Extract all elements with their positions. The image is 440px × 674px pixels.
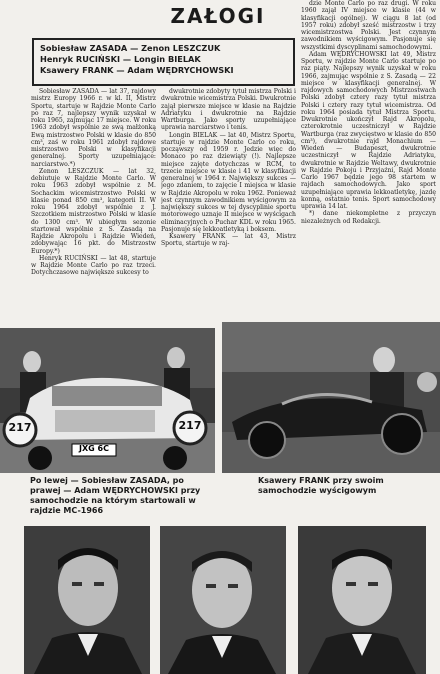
text-column-2: [161, 88, 296, 326]
rally-number-right: 217: [178, 419, 202, 432]
crew-line: Ksawery FRANK — Adam WĘDRYCHOWSKI: [40, 65, 234, 75]
bio-leszczuk: Zenon LESZCZUK — lat 32, debiutuje w Rajdzie Monte Carlo. W roku 1963 zdobył wspólnie z M. Sochackim wicemistrzostwo Polski w klasie ponad 850 cm³, kategorii II. W roku 1964 zdobył wspólnie z J. Szczotkiem mistrzostwo Polski w klasie do 1300 cm³. W ubiegłym sezonie startował wspólnie z S. Zasadą na Rajdzie Akropolu i Rajdzie Wiedeń, zdobywając 16 pkt. do Mistrzostw Europy.*): [31, 167, 156, 255]
bio-rucinski-start: Henryk RUCIŃSKI — lat 48, startuje w Rajdzie Monte Carlo po raz trzeci. Dotychczasowe największe sukcesy to: [31, 254, 156, 277]
text-column-3: [301, 0, 436, 326]
photo-racing-car: [222, 322, 440, 473]
bio-frank-start: Ksawery FRANK — lat 43, Mistrz Sportu, startuje w raj-: [161, 233, 296, 248]
portrait-2: [160, 526, 286, 674]
license-plate: JXG 6C: [79, 444, 109, 453]
bio-bielak: Longin BIELAK — lat 40, Mistrz Sportu, startuje w rajdzie Monte Carlo co roku, począwszy od 1959 r. Jedzie więc do Monaco po raz dziewiąty (!). Najlepsze miejsce zajęte dotychczas w RCM, to trzecie miejsce w klasie i 41 w klasyfikacji generalnej w 1964 r. Największy sukces — jego zdaniem, to zajęcie I miejsca w klasie w Rajdzie Akropolu w roku 1962. Ponieważ jest czynnym zawodnikiem wyścigowym za największy sukces w tej dyscyplinie sportu motorowego uznaje II miejsce w wyścigach eliminacyjnych o Puchar KDL w roku 1965. Pasjonuje się lekkoatletyką i boksem.: [161, 131, 296, 233]
bio-frank-cont: dzie Monte Carlo po raz drugi. W roku 1960 zajął IV miejsce w klasie (44 w klasyfikacji ogólnej). W ciągu 8 lat (od 1957 roku) zdobył sześć mistrzostw i trzy wicemistrzostwa Polski. Jest czynnym zawodnikiem wyścigowym. Pasjonuje się wszystkimi dyscyplinami samochodowymi.: [301, 0, 436, 51]
caption-rally-car: Po lewej — Sobiesław ZASADA, po prawej — Adam WĘDRYCHOWSKI przy samochodzie na którym startowali w rajdzie MC-1966: [30, 476, 201, 515]
footnote: *) dane niekompletne z przyczyn niezależnych od Redakcji.: [301, 210, 436, 225]
portrait-1: [24, 526, 150, 674]
bio-rucinski-cont: dwukrotnie zdobyty tytuł mistrza Polski i dwukrotnie wicemistrza Polski. Dwukrotnie zajął pierwsze miejsce w klasie na Rajdzie Adriatyku i dwukrotnie na Rajdzie Wartburga. Jako sporty uzupełniające uprawia narciarstwo i tenis.: [161, 88, 296, 132]
crew-line: Sobiesław ZASADA — Zenon LESZCZUK: [40, 43, 221, 53]
caption-racing-car: Ksawery FRANK przy swoim samochodzie wyścigowym: [258, 476, 384, 495]
rally-number-left: 217: [8, 421, 32, 434]
page-title: ZAŁOGI: [170, 4, 266, 28]
photo-rally-car: [0, 328, 215, 473]
bio-zasada: Sobiesław ZASADA — lat 37, rajdowy mistrz Europy 1966 r. w kl. II, Mistrz Sportu, startuje w Rajdzie Monte Carlo po raz 7, najlepszy wynik uzyskał w roku 1965, zajmując 17 miejsce. W roku 1963 zdobył wspólnie ze swą małżonką Ewą mistrzostwo Polski w klasie do 850 cm³, zaś w roku 1961 zdobył rajdowe mistrzostwo Polski w klasyfikacji generalnej. Sporty uzupełniające: narciarstwo.*): [31, 88, 156, 168]
crew-line: Henryk RUCIŃSKI — Longin BIELAK: [40, 54, 201, 64]
portrait-3: [298, 526, 426, 674]
bio-wedrychowski: Adam WĘDRYCHOWSKI lat 49, Mistrz Sportu, w rajdzie Monte Carlo startuje po raz piąty. Najlepszy wynik uzyskał w roku 1966, zajmując wspólnie z S. Zasadą — 22 miejsce w klasyfikacji generalnej. W rajdowych samochodowych Mistrzostwach Polski zdobył cztery razy tytuł mistrza Polski i cztery razy tytuł wicemistrza. Od roku 1964 posiada tytuł Mistrza Sportu. Dwukrotnie ukończył Rajd Akropolu, czterokrotnie uczestniczył w Rajdzie Wartburga (raz zwycięstwo w klasie do 850 cm³), dwukrotnie rajd Monachium — Wiedeń — Budapeszt, dwukrotnie uczestniczył w Rajdzie Adriatyku, dwukrotnie w Rajdzie Weltawy, dwukrotnie w Rajdzie Pokoju i Przyjaźni, Rajd Monte Carlo 1967 będzie jego 98 startem w rajdach samochodowych. Jako sport uzupełniające uprawia lekkoatletykę, jazdę konną, ostatnio tenis. Sport samochodowy uprawia 14 lat.: [301, 50, 436, 210]
text-column-1: [31, 88, 156, 326]
crew-list-box: [32, 38, 295, 86]
